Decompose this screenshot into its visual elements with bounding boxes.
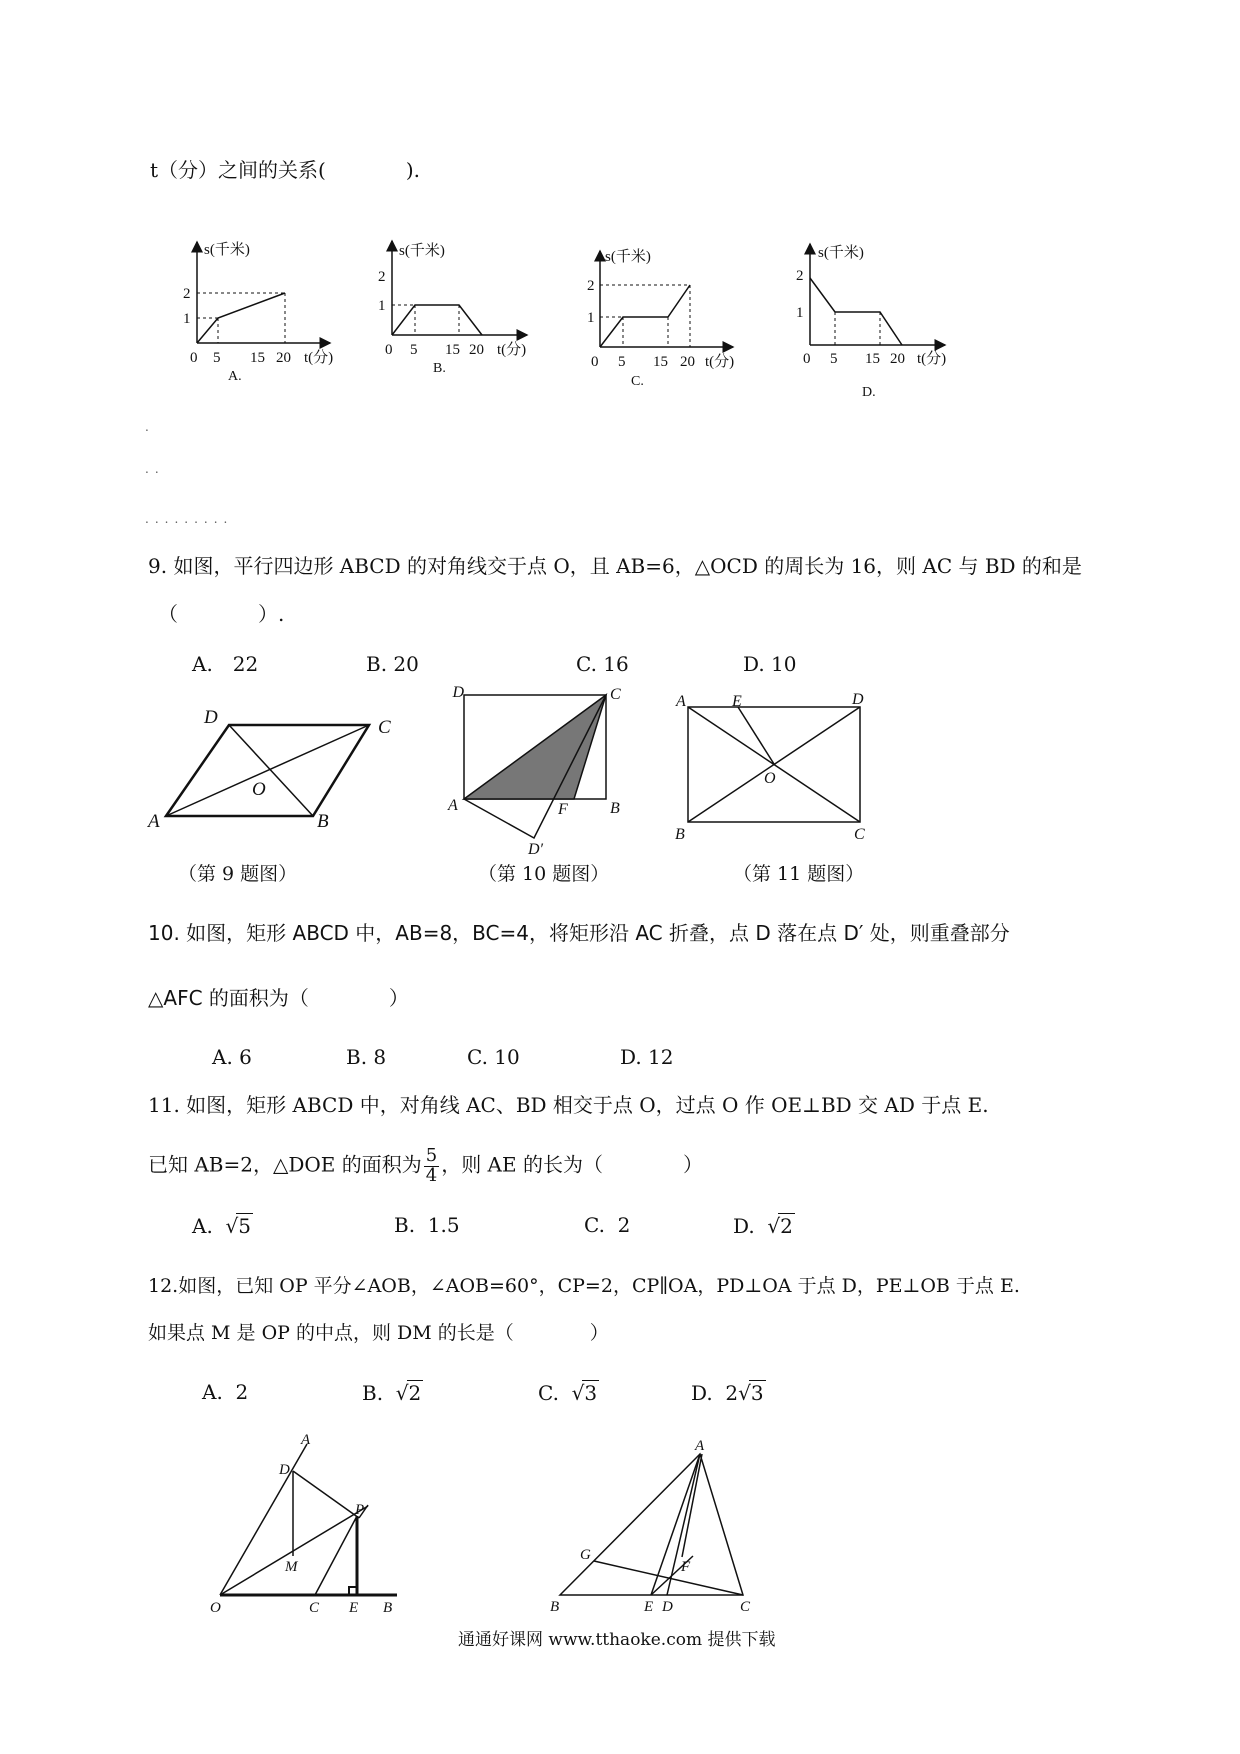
- footer-credit: 通通好课网 www.tthaoke.com 提供下载: [458, 1630, 776, 1650]
- caption-figure-10: （第 10 题图）: [478, 863, 610, 885]
- q9-option-b: B. 20: [366, 652, 419, 676]
- q12-option-c: C. √3: [538, 1381, 598, 1405]
- q12-option-d: D. 2√3: [691, 1381, 764, 1405]
- svg-text:15: 15: [445, 342, 460, 358]
- svg-text:P: P: [355, 1502, 365, 1518]
- q10-option-c: C. 10: [467, 1045, 520, 1069]
- graph-a-label: A.: [228, 369, 242, 383]
- q12-stem-line1: 12.如图，已知 OP 平分∠AOB，∠AOB=60°，CP=2，CP∥OA，PD⊥OA 于点 D，PE⊥OB 于点 E.: [148, 1275, 1020, 1297]
- svg-text:O: O: [252, 779, 266, 800]
- q11-stem-line1: 11. 如图，矩形 ABCD 中，对角线 AC、BD 相交于点 O，过点 O 作 OE⊥BD 交 AD 于点 E.: [148, 1093, 989, 1117]
- svg-text:A: A: [695, 1440, 705, 1454]
- svg-text:C: C: [610, 686, 621, 703]
- figure-9-parallelogram: [145, 705, 405, 835]
- svg-text:C: C: [854, 826, 865, 840]
- figure-11-rectangle: [668, 690, 878, 840]
- q10-option-d: D. 12: [620, 1045, 674, 1069]
- svg-text:0: 0: [591, 354, 599, 370]
- svg-text:15: 15: [653, 354, 668, 370]
- svg-text:B: B: [550, 1599, 560, 1615]
- figure-12-angle-bisector: [205, 1430, 415, 1615]
- svg-text:1: 1: [796, 305, 804, 321]
- svg-text:O: O: [764, 770, 776, 787]
- svg-text:F: F: [558, 801, 568, 818]
- svg-text:B: B: [610, 800, 620, 817]
- svg-text:15: 15: [250, 350, 265, 366]
- svg-text:C: C: [740, 1599, 751, 1615]
- svg-text:20: 20: [276, 350, 291, 366]
- svg-text:A: A: [448, 797, 458, 814]
- svg-text:2: 2: [183, 286, 191, 302]
- svg-text:t(分): t(分): [304, 350, 334, 366]
- svg-text:t(分): t(分): [497, 342, 527, 358]
- q11-option-a: A. √5: [192, 1214, 252, 1238]
- q10-option-a: A. 6: [212, 1045, 252, 1069]
- svg-text:A: A: [676, 693, 686, 710]
- svg-text:5: 5: [618, 354, 626, 370]
- q10-option-b: B. 8: [346, 1045, 387, 1069]
- svg-text:G: G: [580, 1547, 591, 1563]
- caption-figure-11: （第 11 题图）: [733, 863, 865, 885]
- q11-option-d: D. √2: [733, 1214, 793, 1238]
- svg-text:20: 20: [469, 342, 484, 358]
- svg-text:C: C: [309, 1600, 320, 1615]
- svg-text:s(千米): s(千米): [399, 243, 445, 259]
- graph-b-label: B.: [433, 361, 446, 376]
- svg-text:2: 2: [378, 269, 386, 285]
- svg-text:0: 0: [385, 342, 393, 358]
- svg-text:20: 20: [680, 354, 695, 370]
- svg-text:D: D: [452, 685, 464, 701]
- q11-option-c: C. 2: [584, 1213, 631, 1237]
- svg-text:t(分): t(分): [917, 351, 947, 367]
- svg-text:B: B: [317, 811, 329, 832]
- svg-text:20: 20: [890, 351, 905, 367]
- q9-stem-line1: 9. 如图，平行四边形 ABCD 的对角线交于点 O，且 AB=6，△OCD 的周长为 16，则 AC 与 BD 的和是: [148, 554, 1082, 578]
- graph-d-label: D.: [862, 385, 876, 400]
- svg-text:5: 5: [830, 351, 838, 367]
- svg-text:s(千米): s(千米): [605, 249, 651, 265]
- svg-text:0: 0: [803, 351, 811, 367]
- svg-text:0: 0: [190, 350, 198, 366]
- svg-text:D: D: [662, 1599, 673, 1615]
- q8-stem-tail: t（分）之间的关系( ).: [150, 158, 420, 182]
- q8-graph-c: [585, 245, 765, 395]
- q9-option-c: C. 16: [576, 652, 629, 676]
- svg-text:A: A: [148, 811, 160, 832]
- svg-text:1: 1: [183, 311, 191, 327]
- svg-text:2: 2: [796, 268, 804, 284]
- svg-text:2: 2: [587, 278, 595, 294]
- q9-option-d: D. 10: [743, 652, 797, 676]
- svg-text:D: D: [852, 691, 864, 708]
- svg-text:D: D: [204, 707, 218, 728]
- svg-text:E: E: [349, 1600, 359, 1615]
- graph-c-label: C.: [631, 374, 644, 389]
- q11-stem-line2: 已知 AB=2，△DOE 的面积为 $\frac{5}{4}$ ，则 AE 的长为（ ）: [148, 1145, 703, 1186]
- q10-stem-line2: △AFC 的面积为（ ）: [148, 986, 409, 1010]
- q11-option-b: B. 1.5: [394, 1213, 460, 1237]
- graph-a-ylabel: s(千米): [204, 242, 250, 258]
- svg-text:A: A: [301, 1432, 311, 1448]
- q12-option-b: B. √2: [362, 1381, 422, 1405]
- fraction-five-fourths: $\frac{5}{4}$: [425, 1145, 438, 1186]
- svg-text:s(千米): s(千米): [818, 245, 864, 261]
- svg-text:E: E: [644, 1599, 654, 1615]
- q12-stem-line2: 如果点 M 是 OP 的中点，则 DM 的长是（ ）: [148, 1322, 609, 1344]
- svg-text:5: 5: [213, 350, 221, 366]
- svg-text:E: E: [732, 693, 742, 710]
- q8-graph-a: [180, 238, 360, 383]
- q12-option-a: A. 2: [202, 1380, 249, 1404]
- q10-stem-line1: 10. 如图，矩形 ABCD 中，AB=8，BC=4，将矩形沿 AC 折叠，点 D 落在点 D′ 处，则重叠部分: [148, 921, 1010, 945]
- svg-text:B: B: [383, 1600, 393, 1615]
- q8-graph-d: [790, 240, 980, 400]
- caption-figure-9: （第 9 题图）: [178, 863, 298, 885]
- svg-text:D: D: [279, 1462, 290, 1478]
- svg-text:F: F: [681, 1559, 691, 1575]
- figure-13-triangle: [545, 1440, 765, 1615]
- figure-10-folded-rectangle: [440, 685, 640, 860]
- svg-text:1: 1: [587, 310, 595, 326]
- svg-text:t(分): t(分): [705, 354, 735, 370]
- q9-stem-line2: （ ）.: [158, 602, 285, 626]
- svg-text:D′: D′: [528, 841, 544, 858]
- svg-text:C: C: [378, 717, 391, 738]
- q9-option-a: A. 22: [192, 652, 259, 676]
- svg-text:1: 1: [378, 298, 386, 314]
- svg-text:5: 5: [410, 342, 418, 358]
- svg-text:15: 15: [865, 351, 880, 367]
- q8-graph-b: [377, 235, 557, 385]
- svg-text:O: O: [210, 1600, 221, 1615]
- svg-text:M: M: [285, 1559, 298, 1575]
- svg-text:B: B: [675, 826, 685, 840]
